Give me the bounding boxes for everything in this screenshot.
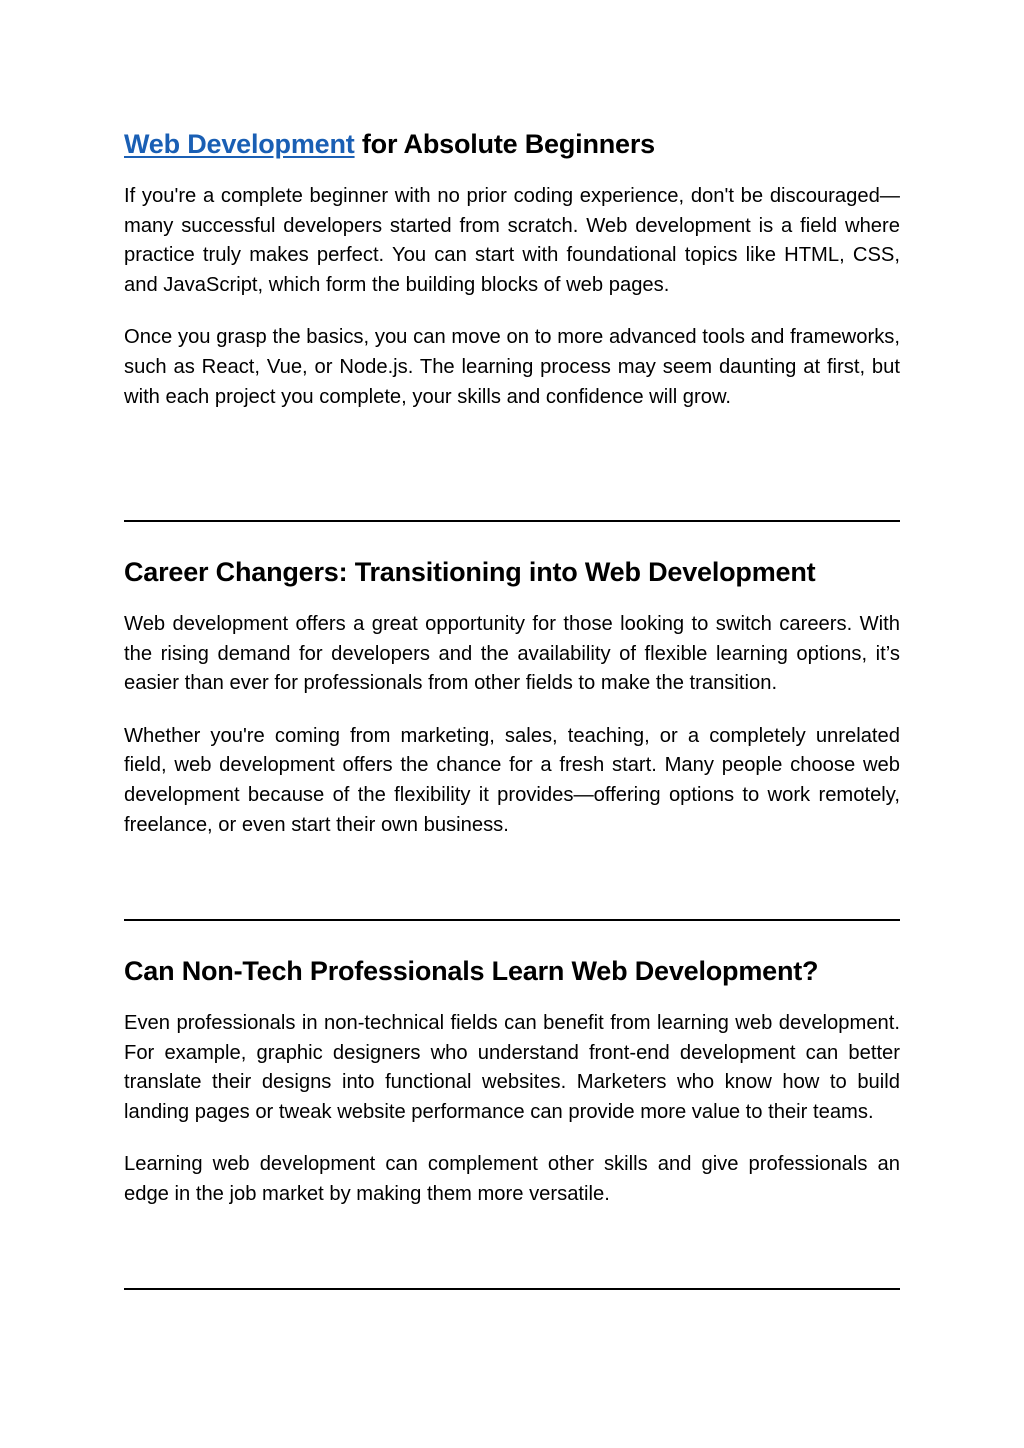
section-body: [124, 610, 900, 840]
paragraph: Learning web development can complement other skills and give professionals an edge in the job market by making them more versatile.: [124, 1153, 900, 1205]
web-development-link[interactable]: Web Development: [124, 129, 355, 159]
section-body: [124, 182, 900, 412]
heading-text: for Absolute Beginners: [354, 129, 655, 159]
paragraph: Even professionals in non-technical fields can benefit from learning web development. For example, graphic designers who understand front-end development can better translate their designs into functional websites. Marketers who know how to build landing pages or tweak website performance can provide more value to their teams.: [124, 1012, 900, 1123]
section-body: [124, 1009, 900, 1210]
section-heading: Can Non-Tech Professionals Learn Web Development?: [124, 956, 819, 986]
paragraph: Whether you're coming from marketing, sales, teaching, or a completely unrelated field, web development offers the chance for a fresh start. Many people choose web development because of the flexibility it provides—offering options to work remotely, freelance, or even start their own business.: [124, 724, 900, 836]
horizontal-divider: [124, 520, 900, 522]
horizontal-divider: [124, 1288, 900, 1290]
section-absolute-beginners: [124, 127, 900, 412]
section-career-changers: [124, 555, 900, 840]
paragraph: Web development offers a great opportunity for those looking to switch careers. With the rising demand for developers and the availability of flexible learning options, it’s easier than ever for professionals from other fields to make the transition.: [124, 613, 900, 695]
section-non-tech-professionals: [124, 954, 900, 1210]
paragraph: If you're a complete beginner with no prior coding experience, don't be discouraged—many successful developers started from scratch. Web development is a field where practice truly makes perfect. You can start with foundational topics like HTML, CSS, and JavaScript, which form the building blocks of web pages.: [124, 185, 900, 296]
paragraph: Once you grasp the basics, you can move on to more advanced tools and frameworks, such as React, Vue, or Node.js. The learning process may seem daunting at first, but with each project you complete, your skills and confidence will grow.: [124, 326, 900, 408]
horizontal-divider: [124, 919, 900, 921]
section-heading: [124, 127, 900, 161]
section-heading: Career Changers: Transitioning into Web Development: [124, 557, 816, 587]
